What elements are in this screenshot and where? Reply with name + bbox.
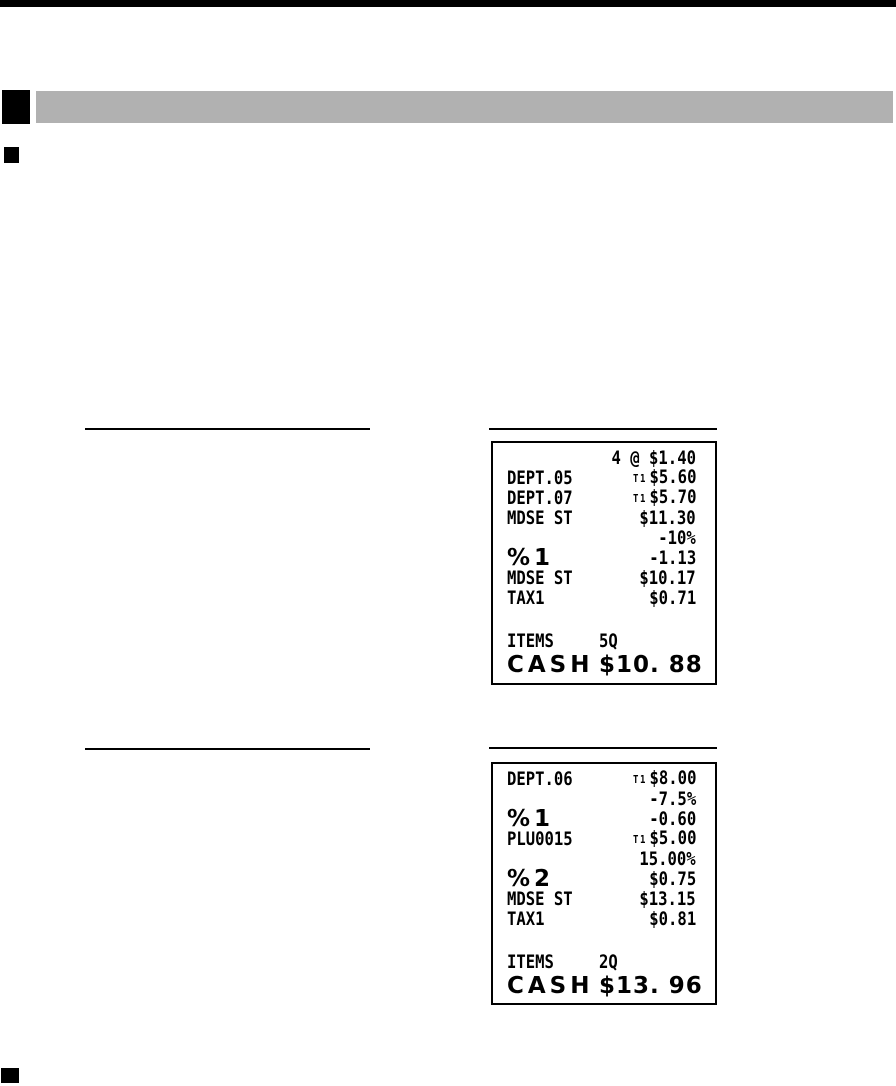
receipt-line — [507, 488, 696, 508]
cash-label: CASH — [507, 652, 594, 678]
cash-amount: $10. 88 — [599, 652, 703, 678]
items-count: 5Q — [599, 630, 618, 652]
receipt-line — [507, 508, 696, 528]
receipt-example-1 — [491, 441, 717, 685]
receipt-item-label: MDSE ST — [507, 888, 573, 910]
receipt-item-label: TAX1 — [507, 587, 545, 609]
receipt-line — [507, 806, 696, 832]
percent-key-label: %1 — [507, 545, 555, 571]
percent-key-label: %2 — [507, 866, 555, 892]
subsection-marker — [4, 147, 19, 163]
tax-status-indicator: T1 — [632, 492, 647, 505]
items-label: ITEMS — [507, 951, 554, 973]
receipt-item-label: DEPT.06 — [507, 768, 573, 790]
tax-status-indicator: T1 — [632, 833, 647, 846]
receipt-blank-line — [507, 608, 696, 630]
discount-rate-text: -10% — [658, 527, 696, 549]
receipt-item-amount: T1 $5.70 — [632, 486, 696, 508]
receipt-top-rule-1 — [489, 428, 717, 430]
receipt-line — [507, 468, 696, 488]
receipt-line — [507, 829, 696, 849]
items-label: ITEMS — [507, 630, 554, 652]
receipt-item-amount: T1 $8.00 — [632, 767, 696, 789]
receipt-top-rule-2 — [489, 747, 717, 749]
receipt-item-label: PLU0015 — [507, 828, 573, 850]
receipt-item-label: DEPT.05 — [507, 467, 573, 489]
receipt-item-amount: -0.60 — [649, 808, 696, 830]
receipt-item-amount: $0.81 — [649, 908, 696, 930]
receipt-items-line — [507, 630, 696, 652]
tax-status-indicator: T1 — [632, 472, 647, 485]
receipt-item-amount: $10.17 — [639, 567, 696, 589]
receipt-item-amount: $13.15 — [639, 888, 696, 910]
cash-amount: $13. 96 — [599, 973, 703, 999]
discount-rate-text: -7.5% — [649, 788, 696, 810]
section-title-bar — [36, 91, 893, 123]
receipt-line — [507, 568, 696, 588]
quantity-price-text: 4 @ $1.40 — [611, 447, 696, 469]
items-count: 2Q — [599, 951, 618, 973]
tax-status-indicator: T1 — [632, 773, 647, 786]
receipt-example-2 — [491, 762, 717, 1005]
receipt-line — [507, 769, 696, 789]
receipt-line — [507, 545, 696, 571]
page-footer-marker — [1, 1068, 19, 1083]
receipt-item-amount: T1 $5.60 — [632, 466, 696, 488]
receipt-item-label: TAX1 — [507, 908, 545, 930]
percent-key-label: %1 — [507, 806, 555, 832]
receipt-item-label: DEPT.07 — [507, 487, 573, 509]
receipt-line — [507, 866, 696, 892]
procedure-rule-2 — [85, 748, 370, 750]
receipt-item-amount: -1.13 — [649, 547, 696, 569]
receipt-item-amount: $0.71 — [649, 587, 696, 609]
receipt-line-qty — [507, 448, 696, 468]
procedure-rule-1 — [85, 428, 370, 430]
receipt-line — [507, 588, 696, 608]
cash-label: CASH — [507, 973, 594, 999]
receipt-cash-line — [507, 652, 703, 678]
receipt-cash-line — [507, 973, 703, 999]
page-top-rule — [0, 0, 896, 7]
receipt-line — [507, 909, 696, 929]
receipt-item-amount: $0.75 — [649, 868, 696, 890]
receipt-item-amount: $11.30 — [639, 507, 696, 529]
premium-rate-text: 15.00% — [639, 848, 696, 870]
receipt-item-label: MDSE ST — [507, 507, 573, 529]
receipt-item-label: MDSE ST — [507, 567, 573, 589]
receipt-line — [507, 889, 696, 909]
receipt-blank-line — [507, 929, 696, 951]
receipt-items-line — [507, 951, 696, 973]
section-index-marker — [2, 90, 30, 124]
receipt-item-amount: T1 $5.00 — [632, 827, 696, 849]
